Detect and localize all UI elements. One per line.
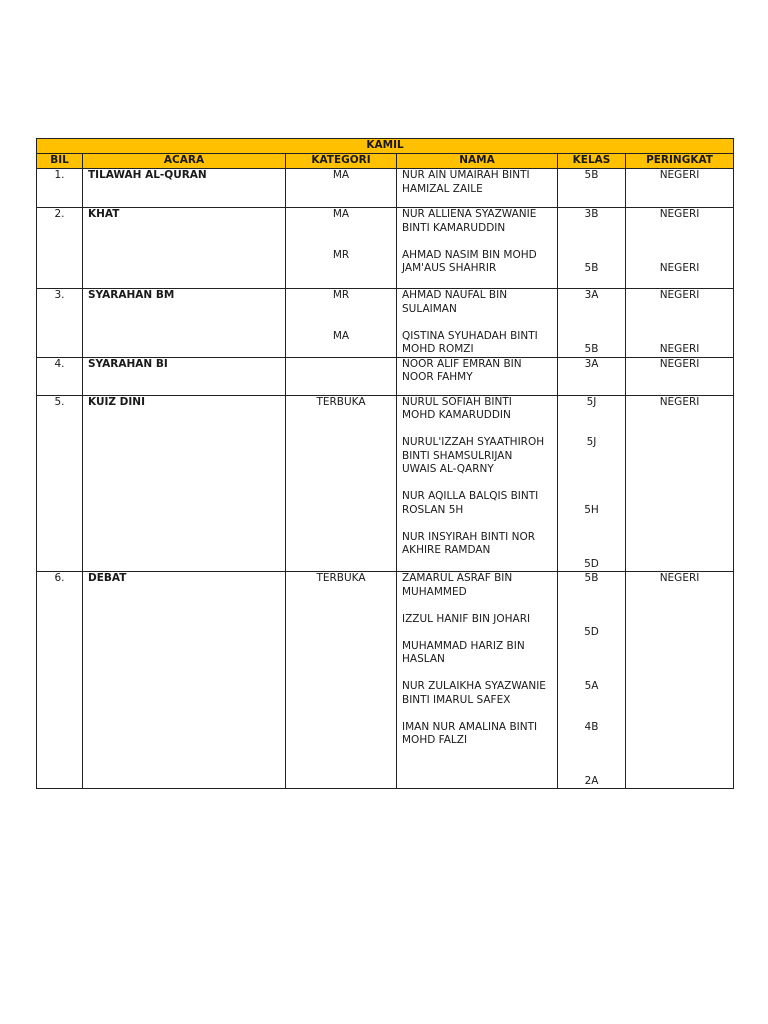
nama-cell xyxy=(397,208,558,289)
peringkat-cell: NEGERI xyxy=(626,395,734,572)
kategori-cell xyxy=(286,208,397,289)
table-row xyxy=(37,572,734,789)
kelas-text: 5B xyxy=(584,343,599,355)
nama-text: NUR ALLIENA SYAZWANIE BINTI KAMARUDDIN xyxy=(402,208,537,234)
header-nama: NAMA xyxy=(397,154,558,169)
kategori-text: MA xyxy=(332,329,350,342)
kelas-cell: 5B xyxy=(558,169,626,208)
kelas-cell xyxy=(558,289,626,358)
kelas-cell: 3A xyxy=(558,357,626,395)
header-acara: ACARA xyxy=(83,154,286,169)
acara-cell: KHAT xyxy=(83,208,286,289)
kategori-cell: TERBUKA xyxy=(286,572,397,789)
acara-cell: KUIZ DINI xyxy=(83,395,286,572)
peringkat-text: NEGERI xyxy=(659,343,700,355)
acara-cell: TILAWAH AL-QURAN xyxy=(83,169,286,208)
bil-cell: 6. xyxy=(37,572,83,789)
nama-text: AHMAD NASIM BIN MOHD JAM'AUS SHAHRIR xyxy=(402,248,537,274)
table-row xyxy=(37,357,734,395)
nama-text: NURUL'IZZAH SYAATHIROH BINTI SHAMSULRIJAN UWAIS AL-QARNY xyxy=(402,436,545,475)
peringkat-text: NEGERI xyxy=(659,289,700,301)
kelas-text: 5J xyxy=(586,436,597,448)
table-row xyxy=(37,208,734,289)
header-row xyxy=(37,154,734,169)
table-title: KAMIL xyxy=(37,139,734,154)
nama-cell xyxy=(397,572,558,789)
peringkat-cell xyxy=(626,289,734,358)
nama-text: AHMAD NAUFAL BIN SULAIMAN xyxy=(402,289,508,315)
nama-text: ZAMARUL ASRAF BIN MUHAMMED xyxy=(402,572,513,598)
kategori-text: MR xyxy=(332,289,350,301)
peringkat-cell: NEGERI xyxy=(626,357,734,395)
kelas-text: 5D xyxy=(584,626,599,638)
nama-cell xyxy=(397,357,558,395)
kelas-cell xyxy=(558,395,626,572)
nama-text: QISTINA SYUHADAH BINTI MOHD ROMZI xyxy=(402,329,538,355)
kategori-text: MA xyxy=(332,208,350,220)
nama-text: NUR AQILLA BALQIS BINTI ROSLAN 5H xyxy=(402,490,539,516)
kelas-text: 5J xyxy=(586,395,597,408)
peringkat-text: NEGERI xyxy=(659,262,700,274)
kategori-text: MR xyxy=(332,248,350,261)
nama-cell xyxy=(397,289,558,358)
peringkat-cell: NEGERI xyxy=(626,169,734,208)
bil-cell: 5. xyxy=(37,395,83,572)
peringkat-cell: NEGERI xyxy=(626,572,734,789)
kelas-text: 5B xyxy=(584,572,599,584)
kategori-cell xyxy=(286,357,397,395)
acara-cell: SYARAHAN BI xyxy=(83,357,286,395)
bil-cell: 1. xyxy=(37,169,83,208)
kategori-cell xyxy=(286,289,397,358)
bil-cell: 4. xyxy=(37,357,83,395)
nama-cell xyxy=(397,169,558,208)
kamil-table xyxy=(36,138,734,789)
peringkat-text: NEGERI xyxy=(659,208,700,220)
nama-text: IMAN NUR AMALINA BINTI MOHD FALZI xyxy=(402,720,538,746)
kategori-cell: MA xyxy=(286,169,397,208)
kelas-text: 3A xyxy=(584,289,599,301)
kelas-cell xyxy=(558,572,626,789)
nama-cell xyxy=(397,395,558,572)
header-kategori: KATEGORI xyxy=(286,154,397,169)
bil-cell: 2. xyxy=(37,208,83,289)
kelas-cell xyxy=(558,208,626,289)
nama-text: IZZUL HANIF BIN JOHARI xyxy=(402,612,531,625)
acara-cell: DEBAT xyxy=(83,572,286,789)
kelas-text: 2A xyxy=(584,774,599,787)
nama-text: NURUL SOFIAH BINTI MOHD KAMARUDDIN xyxy=(402,395,512,421)
nama-text: NUR AIN UMAIRAH BINTI HAMIZAL ZAILE xyxy=(402,169,530,195)
table-row xyxy=(37,169,734,208)
kelas-text: 5A xyxy=(584,680,599,692)
acara-cell: SYARAHAN BM xyxy=(83,289,286,358)
table-row xyxy=(37,395,734,572)
peringkat-cell xyxy=(626,208,734,289)
header-bil: BIL xyxy=(37,154,83,169)
kategori-cell: TERBUKA xyxy=(286,395,397,572)
kelas-text: 5H xyxy=(584,503,599,516)
kelas-text: 5D xyxy=(584,557,599,570)
nama-text: NOOR ALIF EMRAN BIN NOOR FAHMY xyxy=(402,357,522,383)
nama-text: NUR INSYIRAH BINTI NOR AKHIRE RAMDAN xyxy=(402,530,536,556)
kelas-text: 4B xyxy=(584,720,599,733)
nama-text: MUHAMMAD HARIZ BIN HASLAN xyxy=(402,639,525,665)
header-kelas: KELAS xyxy=(558,154,626,169)
header-peringkat: PERINGKAT xyxy=(626,154,734,169)
kelas-text: 5B xyxy=(584,262,599,274)
table-row xyxy=(37,289,734,358)
nama-text: NUR ZULAIKHA SYAZWANIE BINTI IMARUL SAFEX xyxy=(402,680,546,706)
bil-cell: 3. xyxy=(37,289,83,358)
kelas-text: 3B xyxy=(584,208,599,220)
